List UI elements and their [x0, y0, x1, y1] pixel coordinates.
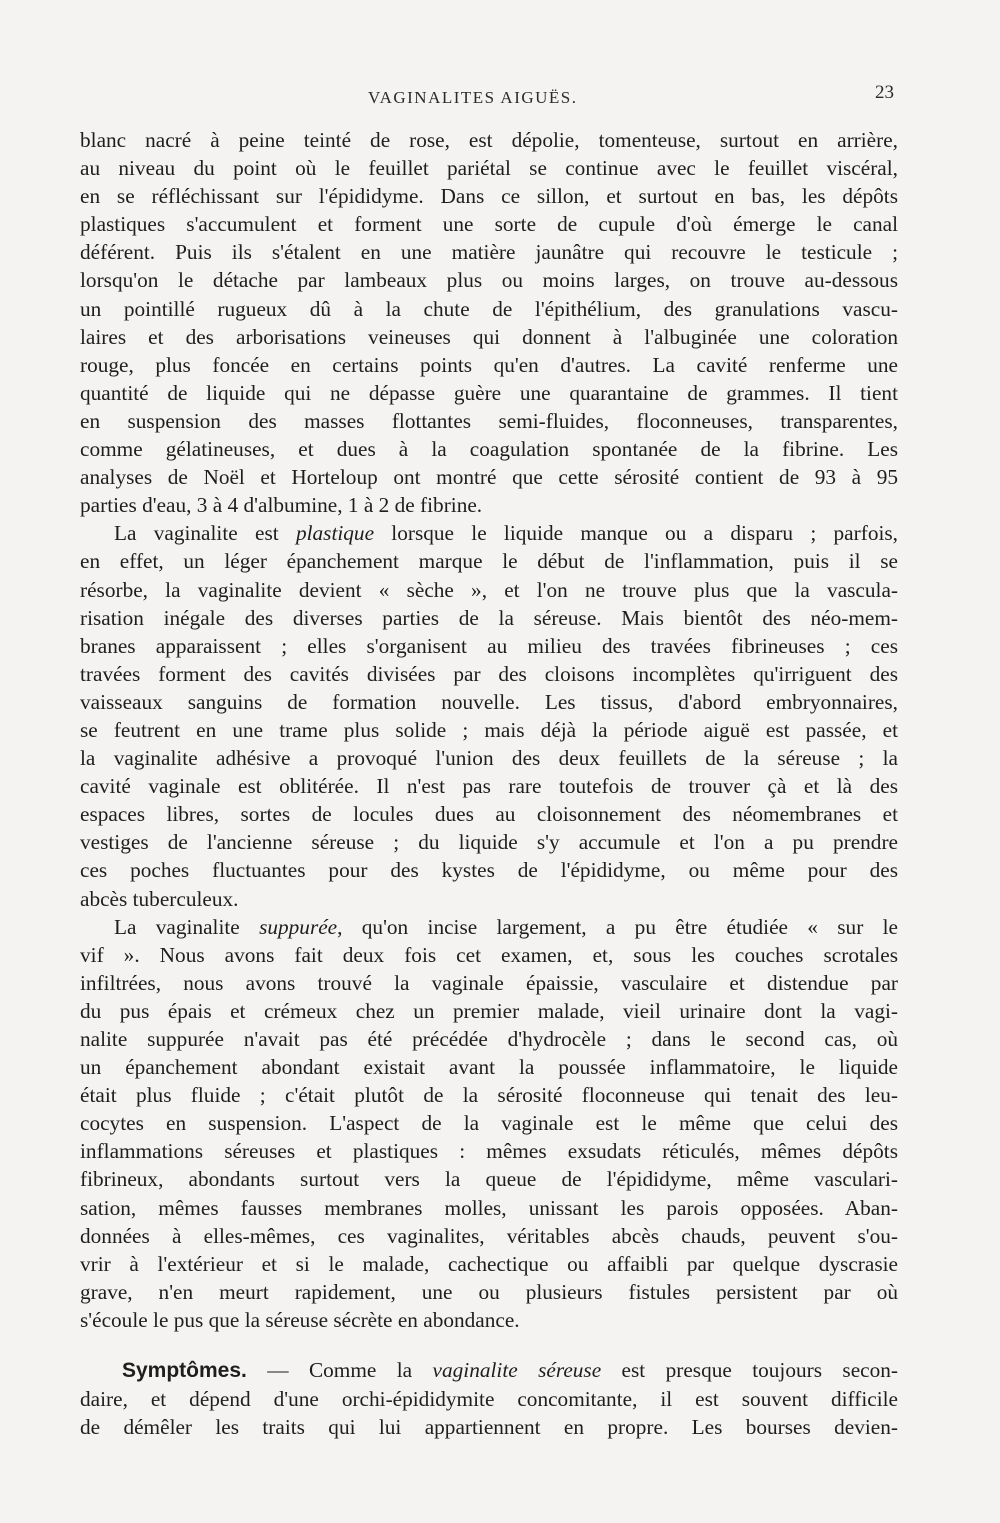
text-line: résorbe, la vaginalite devient « sèche », et l'on ne trouve plus que la vascula- [80, 577, 898, 602]
paragraph-continued [80, 126, 898, 519]
text-line: laires et des arborisations veineuses qui donnent à l'albuginée une coloration [80, 324, 898, 349]
text-line: cocytes en suspension. L'aspect de la vaginale est le même que celui des [80, 1111, 898, 1136]
text-line: vrir à l'extérieur et si le malade, cachectique ou affaibli par quelque dyscrasie [80, 1251, 898, 1276]
text-line: au niveau du point où le feuillet pariétal se continue avec le feuillet viscéral, [80, 156, 898, 181]
text-line: blanc nacré à peine teinté de rose, est dépolie, tomenteuse, surtout en arrière, [80, 128, 898, 152]
text-line: ces poches fluctuantes pour des kystes de l'épididyme, ou même pour des [80, 858, 898, 883]
text-line: analyses de Noël et Horteloup ont montré que cette sérosité contient de 93 à 95 [80, 465, 898, 490]
text-line: espaces libres, sortes de locules dues au cloisonnement des néomembranes et [80, 802, 898, 827]
paragraph-plastique [80, 519, 898, 912]
text-line [80, 519, 898, 547]
text-run: La vaginalite [114, 914, 260, 939]
text-line: se feutrent en une trame plus solide ; mais déjà la période aiguë est passée, et [80, 717, 898, 742]
text-run: , qu'on incise largement, a pu être étudiée « sur le [337, 914, 898, 939]
text-line: un épanchement abondant existait avant la poussée inflammatoire, le liquide [80, 1055, 898, 1080]
term-suppuree: suppurée [259, 914, 338, 939]
text-line: du pus épais et crémeux chez un premier malade, vieil urinaire dont la vagi- [80, 998, 898, 1023]
paragraph-symptomes [80, 1356, 898, 1441]
term-plastique: plastique [295, 521, 375, 546]
text-line: infiltrées, nous avons trouvé la vaginale épaissie, vasculaire et distendue par [80, 970, 898, 995]
text-line: fibrineux, abondants surtout vers la queue de l'épididyme, même vasculari- [80, 1167, 898, 1192]
text-line: déférent. Puis ils s'étalent en une matière jaunâtre qui recouvre le testicule ; [80, 240, 898, 265]
text-line: de démêler les traits qui lui appartiennent en propre. Les bourses devien- [80, 1415, 898, 1440]
text-run: lorsque le liquide manque ou a disparu ; parfois, [374, 521, 898, 546]
paragraph-suppuree [80, 913, 898, 1334]
running-head [80, 82, 900, 116]
text-line: comme gélatineuses, et dues à la coagulation spontanée de la fibrine. Les [80, 437, 898, 462]
text-line: risation inégale des diverses parties de la séreuse. Mais bientôt des néo-mem- [80, 605, 898, 630]
body-text [80, 126, 898, 1441]
text-line: grave, n'en meurt rapidement, une ou plusieurs fistules persistent par où [80, 1279, 898, 1304]
text-line: vaisseaux sanguins de formation nouvelle. Les tissus, d'abord embryonnaires, [80, 689, 898, 714]
text-line: travées forment des cavités divisées par des cloisons incomplètes qu'irriguent des [80, 661, 898, 686]
text-line: abcès tuberculeux. [80, 886, 239, 911]
text-line: en suspension des masses flottantes semi-fluides, floconneuses, transparentes, [80, 408, 898, 433]
text-line: quantité de liquide qui ne dépasse guère une quarantaine de grammes. Il tient [80, 380, 898, 405]
text-run: — Comme la [246, 1358, 433, 1383]
text-line: sation, mêmes fausses membranes molles, unissant les parois opposées. Aban- [80, 1195, 898, 1220]
text-line: inflammations séreuses et plastiques : mêmes exsudats réticulés, mêmes dépôts [80, 1139, 898, 1164]
text-line: nalite suppurée n'avait pas été précédée d'hydrocèle ; dans le second cas, où [80, 1027, 898, 1051]
text-line: données à elles-mêmes, ces vaginalites, véritables abcès chauds, peuvent s'ou- [80, 1223, 898, 1248]
text-run: est presque toujours secon- [601, 1358, 898, 1383]
text-line: un pointillé rugueux dû à la chute de l'épithélium, des granulations vascu- [80, 296, 898, 321]
running-title: VAGINALITES AIGUËS. [368, 88, 578, 107]
text-line: vif ». Nous avons fait deux fois cet examen, et, sous les couches scrotales [80, 942, 898, 967]
section-heading-symptomes: Symptômes. [122, 1359, 247, 1383]
text-line [80, 913, 898, 941]
text-line: branes apparaissent ; elles s'organisent au milieu des travées fibrineuses ; ces [80, 633, 898, 658]
section-spacer [80, 1334, 898, 1356]
text-line: en se réfléchissant sur l'épididyme. Dans ce sillon, et surtout en bas, les dépôts [80, 184, 898, 209]
term-vaginalite-sereuse: vaginalite séreuse [432, 1358, 602, 1383]
text-line: vestiges de l'ancienne séreuse ; du liquide s'y accumule et l'on a pu prendre [80, 830, 898, 855]
text-line: lorsqu'on le détache par lambeaux plus ou moins larges, on trouve au-dessous [80, 268, 898, 293]
text-line: plastiques s'accumulent et forment une sorte de cupule d'où émerge le canal [80, 212, 898, 237]
text-line [80, 1356, 898, 1385]
text-line: parties d'eau, 3 à 4 d'albumine, 1 à 2 de fibrine. [80, 493, 483, 518]
text-line: la vaginalite adhésive a provoqué l'union des deux feuillets de la séreuse ; la [80, 746, 898, 771]
text-line: était plus fluide ; c'était plutôt de la sérosité floconneuse qui tenait des leu- [80, 1083, 898, 1108]
page-number: 23 [875, 82, 894, 103]
text-run: La vaginalite est [114, 521, 296, 546]
text-line: daire, et dépend d'une orchi-épididymite concomitante, il est souvent difficile [80, 1387, 898, 1412]
text-line: s'écoule le pus que la séreuse sécrète en abondance. [80, 1307, 520, 1332]
text-line: rouge, plus foncée en certains points qu'en d'autres. La cavité renferme une [80, 352, 898, 377]
text-line: en effet, un léger épanchement marque le début de l'inflammation, puis il se [80, 549, 898, 574]
text-line: cavité vaginale est oblitérée. Il n'est pas rare toutefois de trouver çà et là des [80, 774, 898, 799]
